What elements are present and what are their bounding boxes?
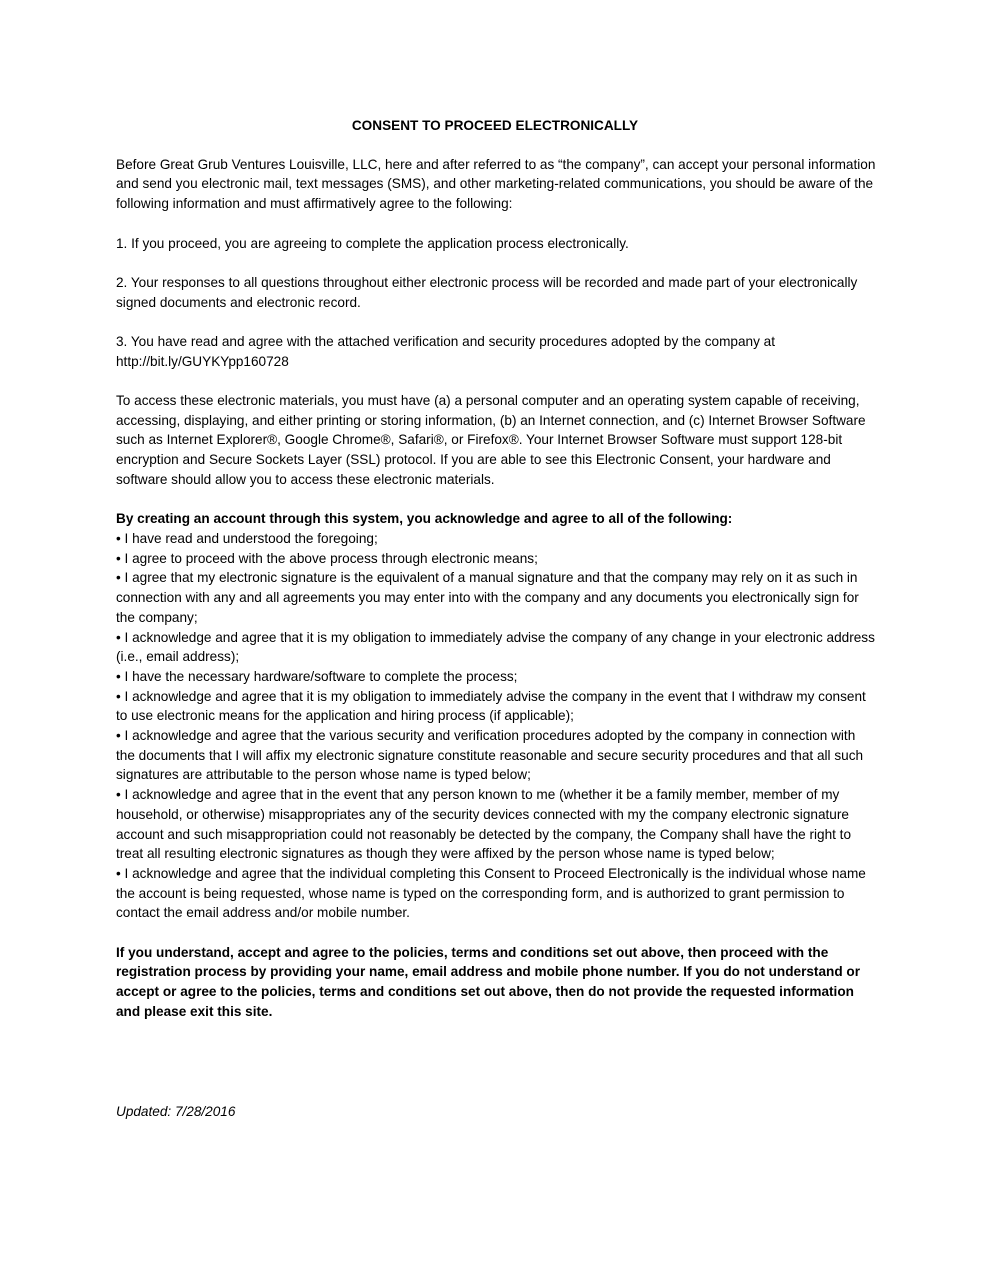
acknowledgement-heading: By creating an account through this system, you acknowledge and agree to all of the following:: [116, 511, 733, 527]
list-item: • I agree to proceed with the above process through electronic means;: [116, 550, 538, 566]
list-item: • I acknowledge and agree that in the event that any person known to me (whether it be a family member, member of my household, or otherwise) misappropriates any of the security devices connected with my the company electronic signature account and such misappropriation could not reasonably be detected by the company, the Company shall have the right to treat all resulting electronic signatures as though they were affixed by the person whose name is typed below;: [116, 787, 852, 862]
list-item: • I acknowledge and agree that the individual completing this Consent to Proceed Electronically is the individual whose name the account is being requested, whose name is typed on the corresponding form, and is authorized to grant permission to contact the email address and/or mobile number.: [116, 865, 866, 921]
list-item: • I agree that my electronic signature is the equivalent of a manual signature and that the company may rely on it as such in connection with any and all agreements you may enter into with the company and any documents you electronically sign for the company;: [116, 570, 859, 625]
access-requirements-paragraph: To access these electronic materials, you must have (a) a personal computer and an operating system capable of receiving, accessing, displaying, and either printing or storing information, (b) an Internet connection, and (c) Internet Browser Software such as Internet Explorer®, Google Chrome®, Safari®, or Firefox®. Your Internet Browser Software must support 128-bit encryption and Secure Sockets Layer (SSL) protocol. If you are able to see this Electronic Consent, your hardware and software should allow you to access these electronic materials.: [116, 393, 866, 487]
list-item: • I acknowledge and agree that the various security and verification procedures adopted by the company in connection with the documents that I will affix my electronic signature constitute reasonable and secure security procedures and that all such signatures are attributable to the person whose name is typed below;: [116, 728, 864, 783]
acknowledgement-section: [116, 509, 876, 923]
list-item: • I acknowledge and agree that it is my obligation to immediately advise the company in the event that I withdraw my consent to use electronic means for the application and hiring process (if applicable);: [116, 688, 866, 724]
closing-paragraph: If you understand, accept and agree to the policies, terms and conditions set out above, then proceed with the registration process by providing your name, email address and mobile phone number. If you do not understand or accept or agree to the policies, terms and conditions set out above, then do not provide the requested information and please exit this site.: [116, 944, 860, 1019]
list-item: • I have read and understood the foregoing;: [116, 530, 378, 546]
intro-paragraph: Before Great Grub Ventures Louisville, LLC, here and after referred to as “the company”, can accept your personal information and send you electronic mail, text messages (SMS), and other marketing-related communications, you should be aware of the following information and must affirmatively agree to the following:: [116, 156, 876, 212]
list-item: • I have the necessary hardware/software to complete the process;: [116, 668, 518, 684]
numbered-item-2: 2. Your responses to all questions throughout either electronic process will be recorded and made part of your electronically signed documents and electronic record.: [116, 274, 858, 310]
list-item: • I acknowledge and agree that it is my obligation to immediately advise the company of any change in your electronic address (i.e., email address);: [116, 629, 875, 665]
acknowledgement-list: [116, 529, 876, 923]
document-page: [116, 116, 876, 1119]
numbered-item-3: 3. You have read and agree with the attached verification and security procedures adopted by the company at http://bit.ly/GUYKYpp160728: [116, 333, 775, 369]
document-title: CONSENT TO PROCEED ELECTRONICALLY: [351, 118, 639, 133]
updated-date: Updated: 7/28/2016: [116, 1104, 236, 1119]
numbered-item-1: 1. If you proceed, you are agreeing to complete the application process electronically.: [116, 235, 629, 251]
